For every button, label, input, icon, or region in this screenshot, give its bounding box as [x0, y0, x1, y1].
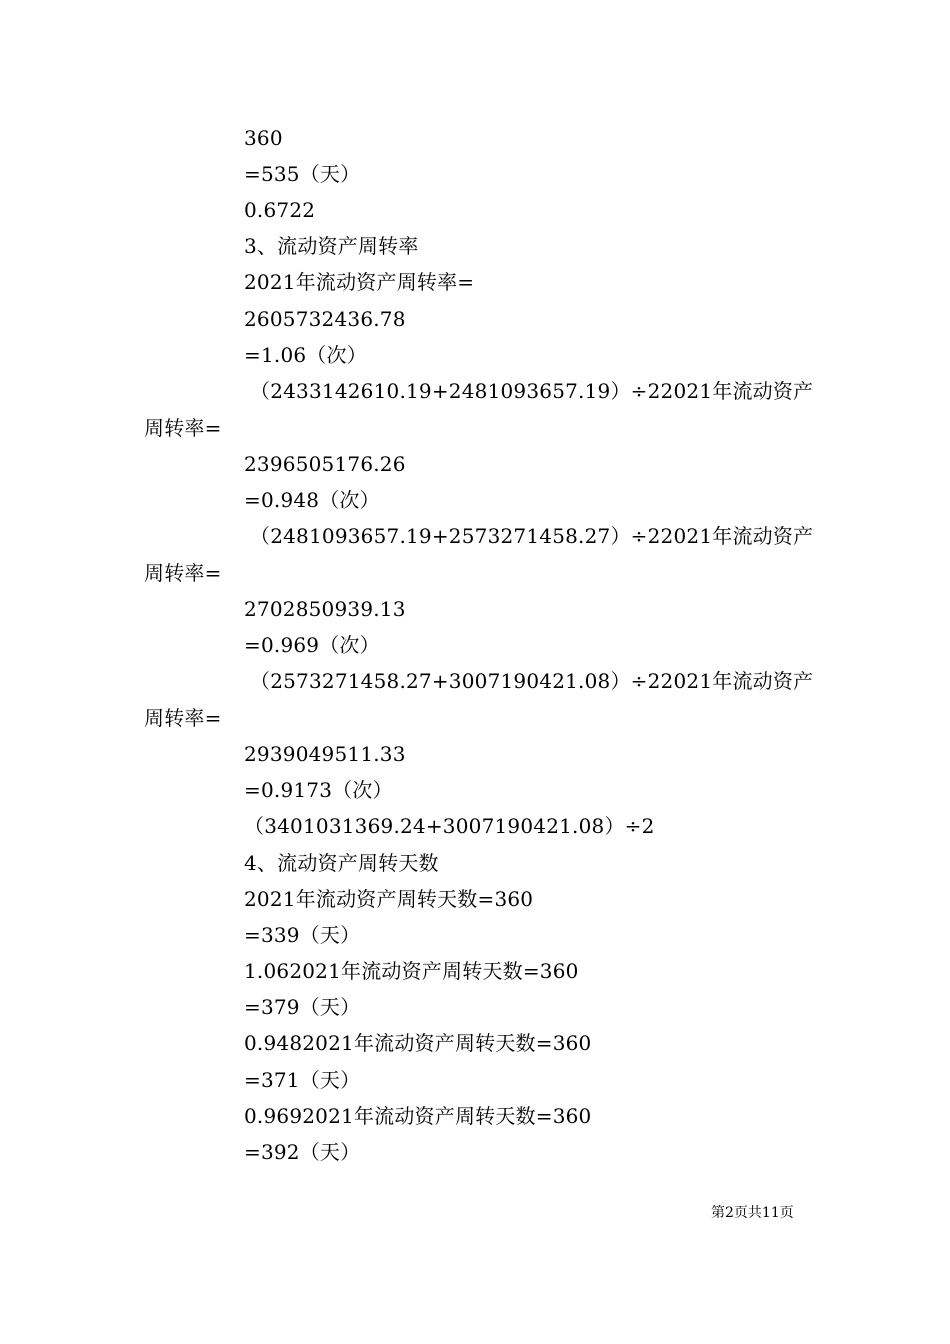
text-line: 2021年流动资产周转率=	[244, 270, 475, 294]
text-line: =371（天）	[244, 1068, 361, 1092]
text-line: 360	[244, 126, 283, 150]
text-line: 2939049511.33	[244, 742, 406, 766]
text-line: =535（天）	[244, 162, 361, 186]
text-line: （2481093657.19+2573271458.27）÷22021年流动资产	[250, 524, 814, 548]
text-line: 2605732436.78	[244, 307, 406, 331]
text-line: （3401031369.24+3007190421.08）÷2	[244, 814, 655, 838]
text-line: 周转率=	[144, 561, 222, 585]
text-line: （2433142610.19+2481093657.19）÷22021年流动资产	[250, 379, 814, 403]
text-line: 0.9482021年流动资产周转天数=360	[244, 1031, 592, 1055]
text-line: =339（天）	[244, 923, 361, 947]
text-line: =0.969（次）	[244, 633, 380, 657]
text-line: =0.9173（次）	[244, 778, 393, 802]
text-line: 周转率=	[144, 416, 222, 440]
text-line: =0.948（次）	[244, 488, 380, 512]
text-line: 1.062021年流动资产周转天数=360	[244, 959, 579, 983]
text-line: =392（天）	[244, 1140, 361, 1164]
page-footer: 第2页共11页	[711, 1205, 794, 1221]
text-line: 2702850939.13	[244, 597, 406, 621]
text-line: 0.6722	[244, 198, 316, 222]
text-line: =379（天）	[244, 995, 361, 1019]
text-line: 周转率=	[144, 706, 222, 730]
section-heading: 3、流动资产周转率	[244, 234, 419, 258]
text-line: 2021年流动资产周转天数=360	[244, 887, 534, 911]
text-line: （2573271458.27+3007190421.08）÷22021年流动资产	[250, 669, 814, 693]
section-heading: 4、流动资产周转天数	[244, 851, 439, 875]
text-line: 2396505176.26	[244, 452, 406, 476]
text-line: 0.9692021年流动资产周转天数=360	[244, 1104, 592, 1128]
text-line: =1.06（次）	[244, 343, 367, 367]
